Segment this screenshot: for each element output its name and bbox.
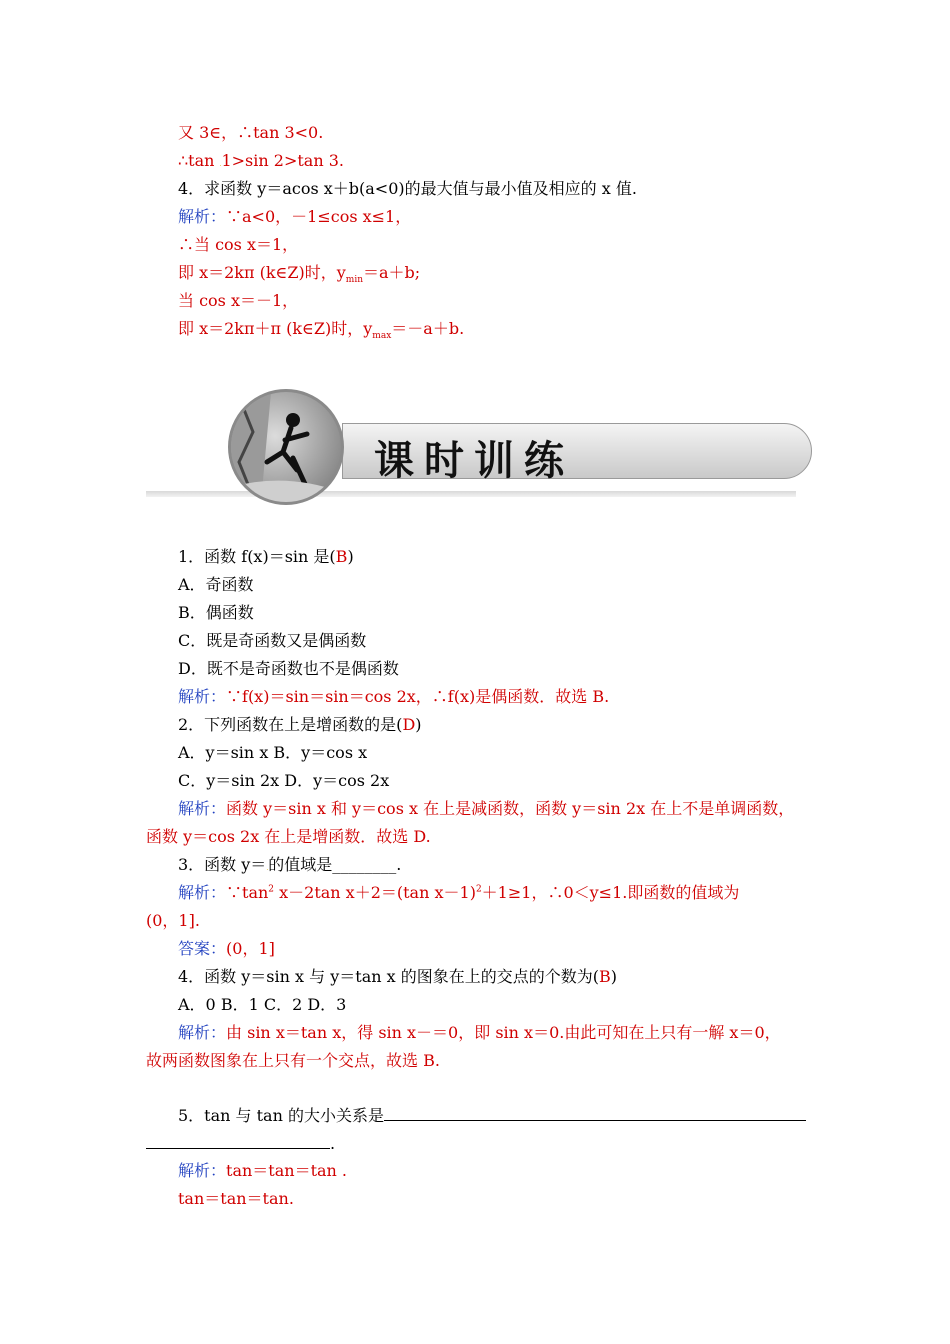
q2-stem xyxy=(178,714,422,736)
banner-rule xyxy=(146,491,796,497)
q5-blank-1 xyxy=(384,1104,806,1121)
q3-expl-sup-1: 2 xyxy=(268,884,275,895)
q3-answer-line xyxy=(178,938,275,960)
q2-options-cd: C．y＝sin 2x D．y＝cos 2x xyxy=(178,771,390,790)
top-q4-text: y＝acos x＋b(a<0)的最大值与最小值及相应的 x 值. xyxy=(257,179,637,198)
q5-stem-line-2 xyxy=(146,1132,335,1154)
q2-explanation-2: 函数 y＝cos 2x 在上是增函数．故选 D. xyxy=(146,827,431,846)
q3-stem-text: 3．函数 y＝ xyxy=(178,855,267,874)
top-answer-1 xyxy=(178,206,411,228)
section-banner xyxy=(146,383,796,503)
q1-label: 解析： xyxy=(178,687,227,706)
q3-answer: (0，1] xyxy=(226,939,275,958)
q3-label: 解析： xyxy=(178,883,227,902)
q5-stem xyxy=(178,1104,806,1126)
top-a1: ∵a<0，－1≤cos x≤1， xyxy=(226,207,412,226)
q2-label: 解析： xyxy=(178,799,227,818)
q5-explanation-2: tan＝tan＝tan. xyxy=(178,1189,294,1208)
q4-expl-1: 由 sin x＝tan x，得 sin x－＝0，即 sin x＝0.由此可知在上只有一解 x＝0， xyxy=(226,1023,781,1042)
q4-options: A．0 B．1 C．2 D．3 xyxy=(178,995,347,1014)
top-answer-2: ∴当 cos x＝1， xyxy=(178,235,299,254)
top-a3b: ＝a＋b; xyxy=(363,263,421,282)
top-a5a: 即 x＝2kπ＋π (k∈Z)时，y xyxy=(178,319,373,338)
q1-option-c: C．既是奇函数又是偶函数 xyxy=(178,631,367,650)
q3-stem-text-2: 的值域是________. xyxy=(268,855,402,874)
top-a5-sub: max xyxy=(372,331,392,342)
q5-expl-1: tan＝tan＝tan . xyxy=(226,1161,348,1180)
top-answer-4: 当 cos x＝－1， xyxy=(178,291,299,310)
q2-close: ) xyxy=(415,715,422,734)
q4-explanation-1 xyxy=(178,1022,781,1044)
q4-explanation-2: 故两函数图象在上只有一个交点，故选 B. xyxy=(146,1051,440,1070)
top-answer-3 xyxy=(178,262,420,284)
q4-label: 解析： xyxy=(178,1023,227,1042)
q5-end: . xyxy=(330,1134,336,1153)
dot-marker: . xyxy=(219,161,222,168)
top-line-2b: 1>sin 2>tan 3. xyxy=(221,151,344,170)
q2-answer: D xyxy=(402,715,416,734)
top-answer-5 xyxy=(178,318,464,340)
rock-climber-icon xyxy=(228,389,344,505)
q3-stem xyxy=(178,854,401,876)
q4-answer: B xyxy=(598,967,611,986)
top-q4-num: 4．求函数 xyxy=(178,179,258,198)
banner-title: 课时训练 xyxy=(374,438,574,484)
top-question-4 xyxy=(178,178,637,200)
top-line-2a: ∴tan xyxy=(178,151,220,170)
q1-stem xyxy=(178,546,354,568)
q4-stem-text: 4．函数 y＝sin x 与 y＝tan x 的图象在上的交点的个数为( xyxy=(178,967,599,986)
q1-stem-text: 1．函数 f(x)＝sin 是( xyxy=(178,547,336,566)
q3-expl-1a: ∵tan xyxy=(226,883,269,902)
q2-options-ab: A．y＝sin x B．y＝cos x xyxy=(178,743,368,762)
dot-marker: . xyxy=(266,865,269,872)
q5-blank-2 xyxy=(146,1132,330,1149)
q1-option-a: A．奇函数 xyxy=(178,575,254,594)
top-a3-sub: min xyxy=(345,275,363,286)
q3-expl-sup-2: 2 xyxy=(475,884,482,895)
q1-option-d: D．既不是奇函数也不是偶函数 xyxy=(178,659,399,678)
q2-expl-1: 函数 y＝sin x 和 y＝cos x 在上是减函数，函数 y＝sin 2x 在上不是单调函数， xyxy=(226,799,795,818)
q3-explanation-2: (0，1]. xyxy=(146,911,200,930)
answer-label: 解析： xyxy=(178,207,227,226)
q3-expl-1b: x－2tan x＋2＝(tan x－1) xyxy=(274,883,476,902)
q1-expl-text: ∵f(x)＝sin＝sin＝cos 2x，∴f(x)是偶函数．故选 B. xyxy=(226,687,610,706)
q2-stem-text: 2．下列函数在上是增函数的是( xyxy=(178,715,403,734)
q3-expl-1c: ＋1≥1，∴0＜y≤1.即函数的值域为 xyxy=(481,883,740,902)
q3-explanation-1 xyxy=(178,882,739,904)
q1-answer: B xyxy=(335,547,348,566)
q3-answer-label: 答案： xyxy=(178,939,227,958)
q1-close: ) xyxy=(347,547,354,566)
top-a5b: ＝－a＋b. xyxy=(391,319,465,338)
q2-explanation-1 xyxy=(178,798,794,820)
top-a3a: 即 x＝2kπ (k∈Z)时，y xyxy=(178,263,346,282)
q5-label: 解析： xyxy=(178,1161,227,1180)
q4-stem xyxy=(178,966,617,988)
q5-stem-text: 5．tan 与 tan 的大小关系是 xyxy=(178,1106,384,1125)
q1-option-b: B．偶函数 xyxy=(178,603,254,622)
top-line-2 xyxy=(178,150,344,172)
q4-close: ) xyxy=(610,967,617,986)
q5-explanation-1 xyxy=(178,1160,347,1182)
q1-explanation xyxy=(178,686,609,708)
top-line-1: 又 3∈，∴tan 3<0. xyxy=(178,123,324,142)
